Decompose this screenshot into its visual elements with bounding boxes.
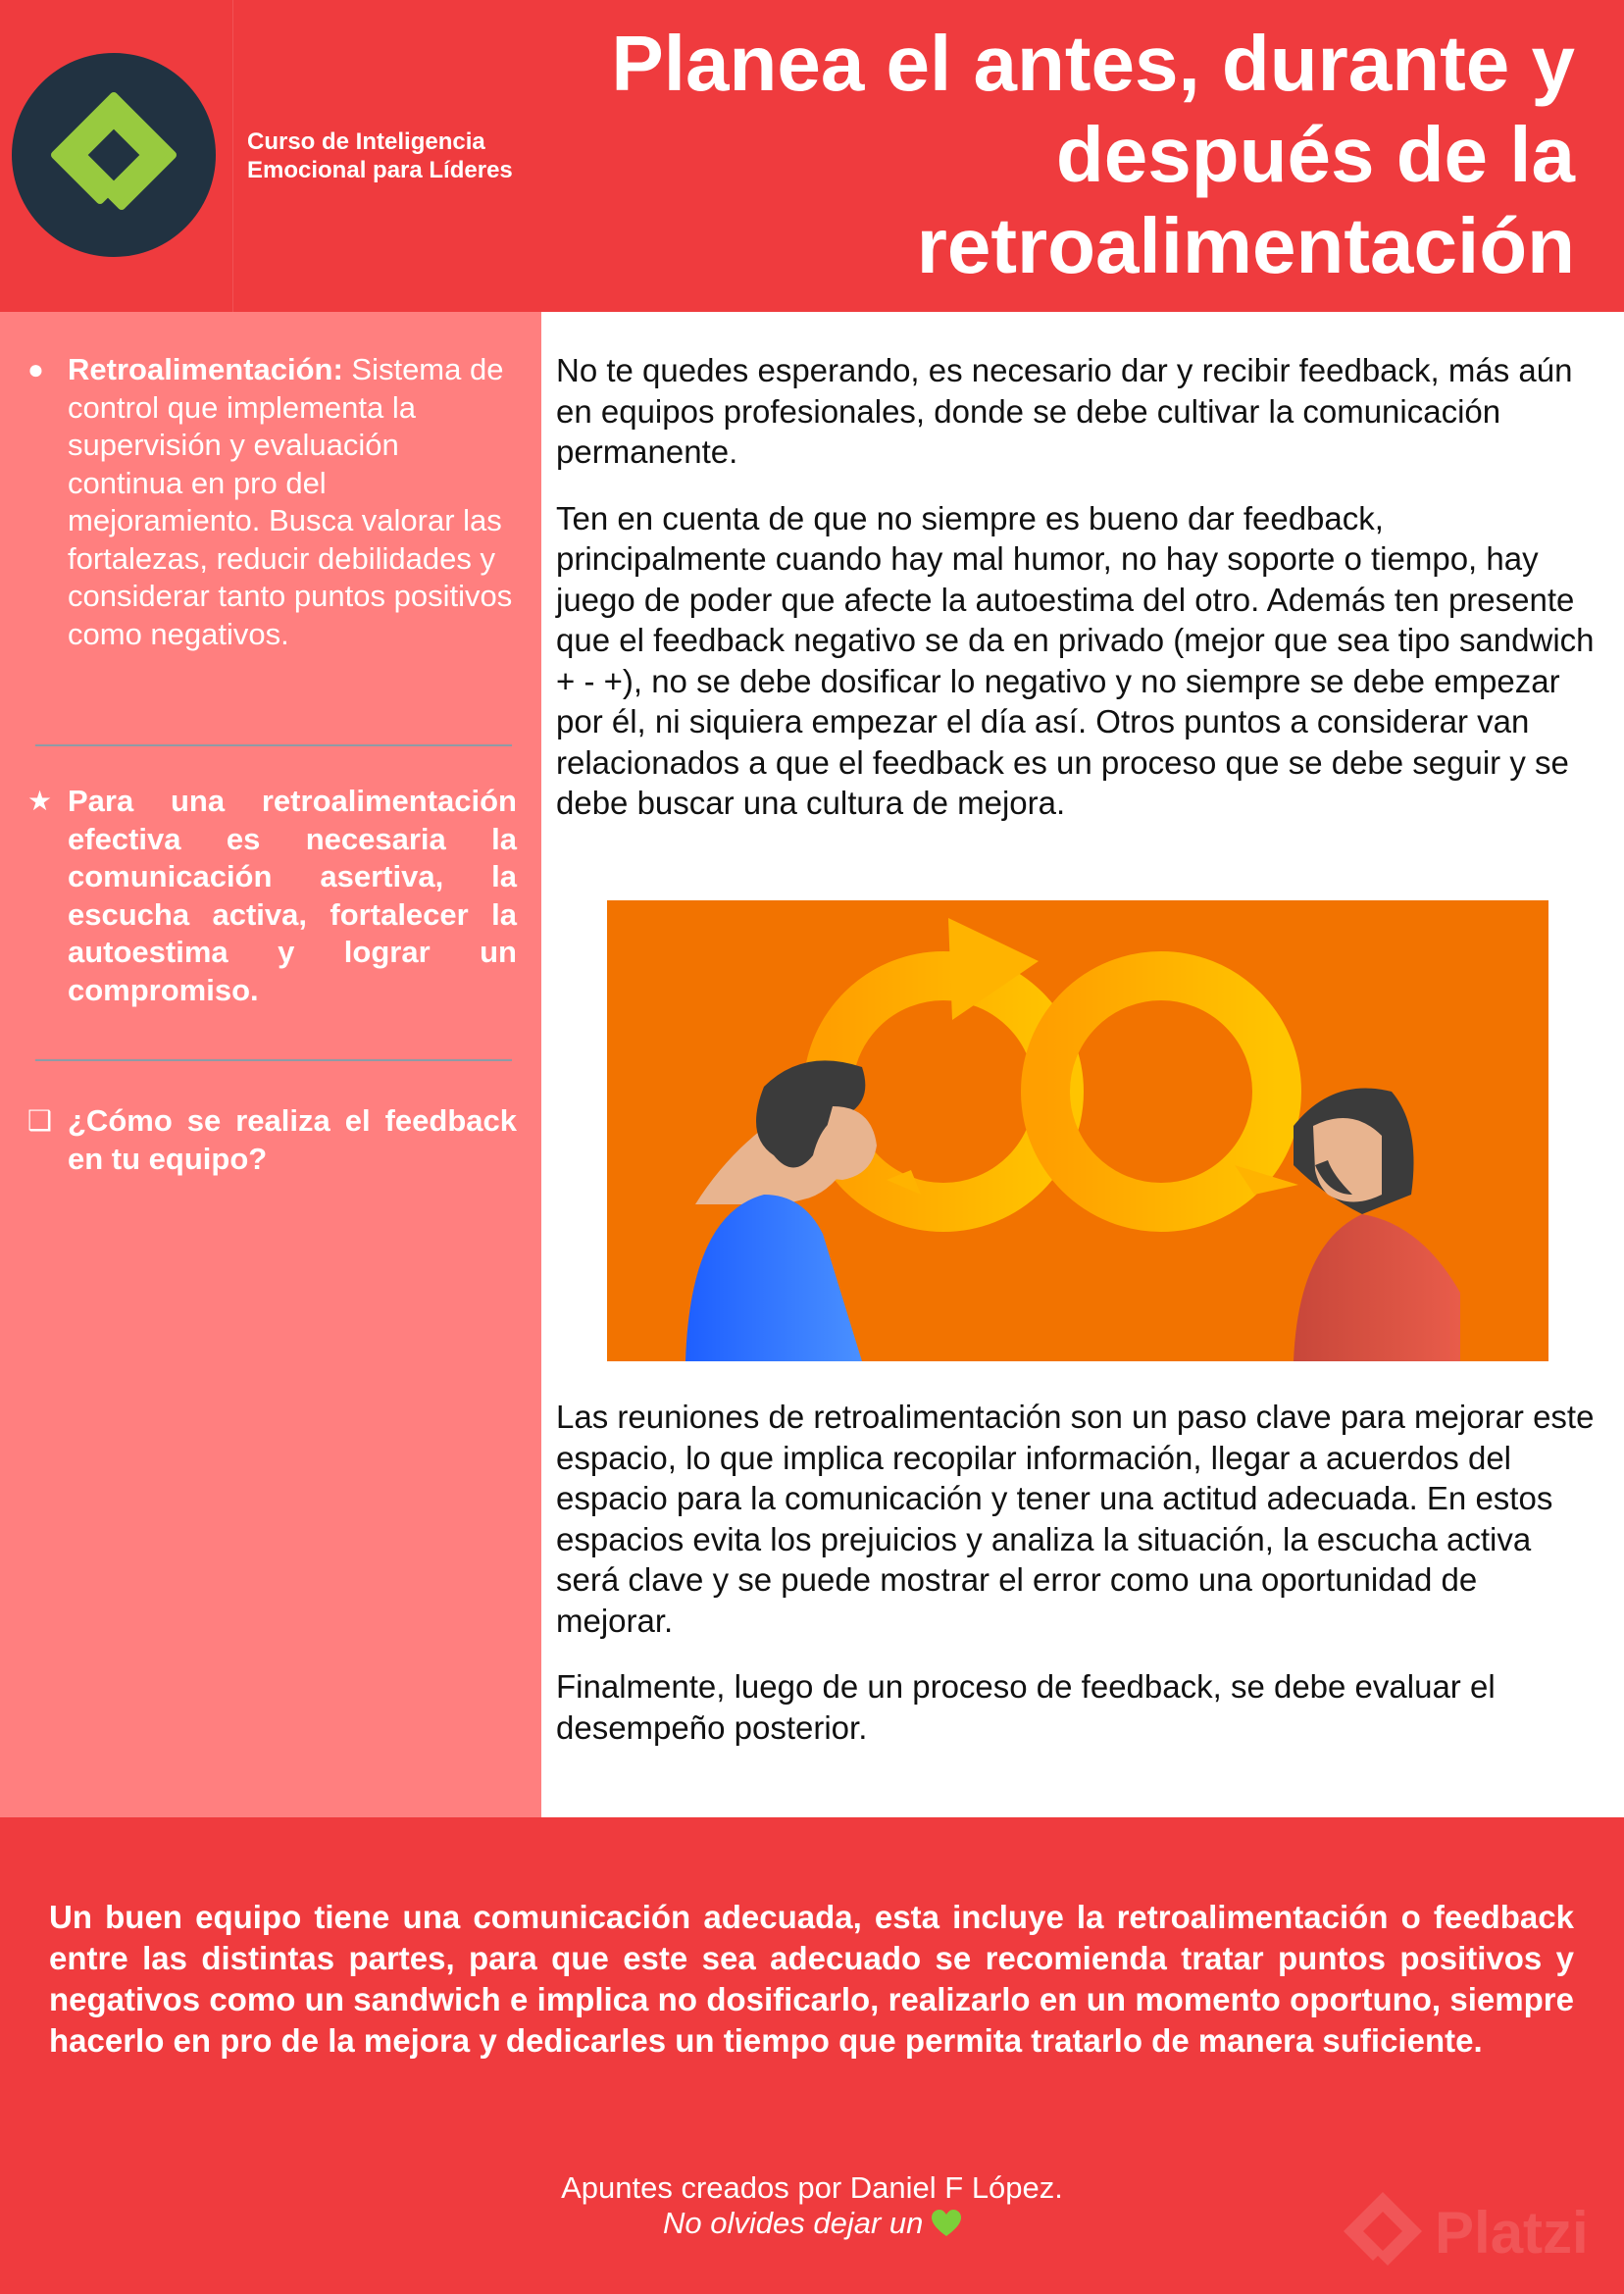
definition-text: [68, 351, 517, 653]
main-content-top: [556, 350, 1596, 849]
header-banner: [0, 0, 1624, 312]
sidebar-divider-2: [35, 1059, 512, 1061]
green-heart-icon: [932, 2210, 961, 2237]
reminder-label: No olvides dejar un: [662, 2206, 924, 2240]
sidebar-panel: [0, 312, 541, 1817]
checkbox-icon: ❑: [27, 1105, 53, 1136]
paragraph-2: Ten en cuenta de que no siempre es bueno dar feedback, principalmente cuando hay mal humor, no hay soporte o tiempo, hay juego de poder que afecte la autoestima del otro. Además ten presente que el feedback negativo se da en privado (mejor que sea tipo sandwich + - +), no se debe dosificar lo negativo y no siempre se debe empezar por él, ni siquiera empezar el día así. Otros puntos a considerar van relacionados a que el feedback es un proceso que se debe seguir y se debe buscar una cultura de mejora.: [556, 499, 1595, 821]
watermark-text: Platzi: [1435, 2200, 1589, 2266]
platzi-logo-icon: [12, 53, 216, 257]
platzi-watermark-icon: [1339, 2182, 1603, 2280]
paragraph-4: Finalmente, luego de un proceso de feedback, se debe evaluar el desempeño posterior.: [556, 1668, 1496, 1746]
summary-text: Un buen equipo tiene una comunicación adecuada, esta incluye la retroalimentación o feedback entre las distintas partes, para que este sea adecuado se recomienda tratar puntos positivos y negativos como un sandwich e implica no dosificarlo, realizarlo en un momento oportuno, siempre hacerlo en pro de la mejora y dedicarles un tiempo que permita tratarlo de manera suficiente.: [49, 1899, 1574, 2059]
star-icon: ★: [27, 786, 53, 816]
feedback-loop-illustration: [607, 900, 1548, 1361]
key-point-text: Para una retroalimentación efectiva es necesaria la comunicación asertiva, la escucha activa, fortalecer la autoestima y lograr un compromiso.: [68, 784, 517, 1007]
paragraph-3: Las reuniones de retroalimentación son un paso clave para mejorar este espacio, lo que implica recopilar información, llegar a acuerdos del espacio para la comunicación y tener una actitud adecuada. En estos espacios evita los prejuicios y analiza la situación, la escucha activa será clave y se puede mostrar el error como una oportunidad de mejorar.: [556, 1399, 1595, 1639]
main-content-bottom: [556, 1397, 1596, 1773]
page-title: Planea el antes, durante y después de la retroalimentación: [611, 20, 1575, 289]
sidebar-divider-1: [35, 744, 512, 746]
course-line-2: Emocional para Líderes: [247, 157, 513, 183]
header-divider: [232, 0, 233, 312]
course-line-1: Curso de Inteligencia: [247, 128, 485, 155]
bullet-dot-icon: ●: [27, 354, 44, 384]
definition-body: Sistema de control que implementa la supervisión y evaluación continua en pro del mejoramiento. Busca valorar las fortalezas, reducir debilidades y considerar tanto puntos positivos como negativos.: [68, 352, 513, 651]
question-text: ¿Cómo se realiza el feedback en tu equipo?: [68, 1103, 517, 1176]
author-credit: Apuntes creados por Daniel F López.: [561, 2170, 1063, 2205]
paragraph-1: No te quedes esperando, es necesario dar y recibir feedback, más aún en equipos profesionales, donde se debe cultivar la comunicación permanente.: [556, 352, 1573, 470]
course-name: [247, 127, 541, 184]
definition-term: Retroalimentación:: [68, 352, 343, 386]
